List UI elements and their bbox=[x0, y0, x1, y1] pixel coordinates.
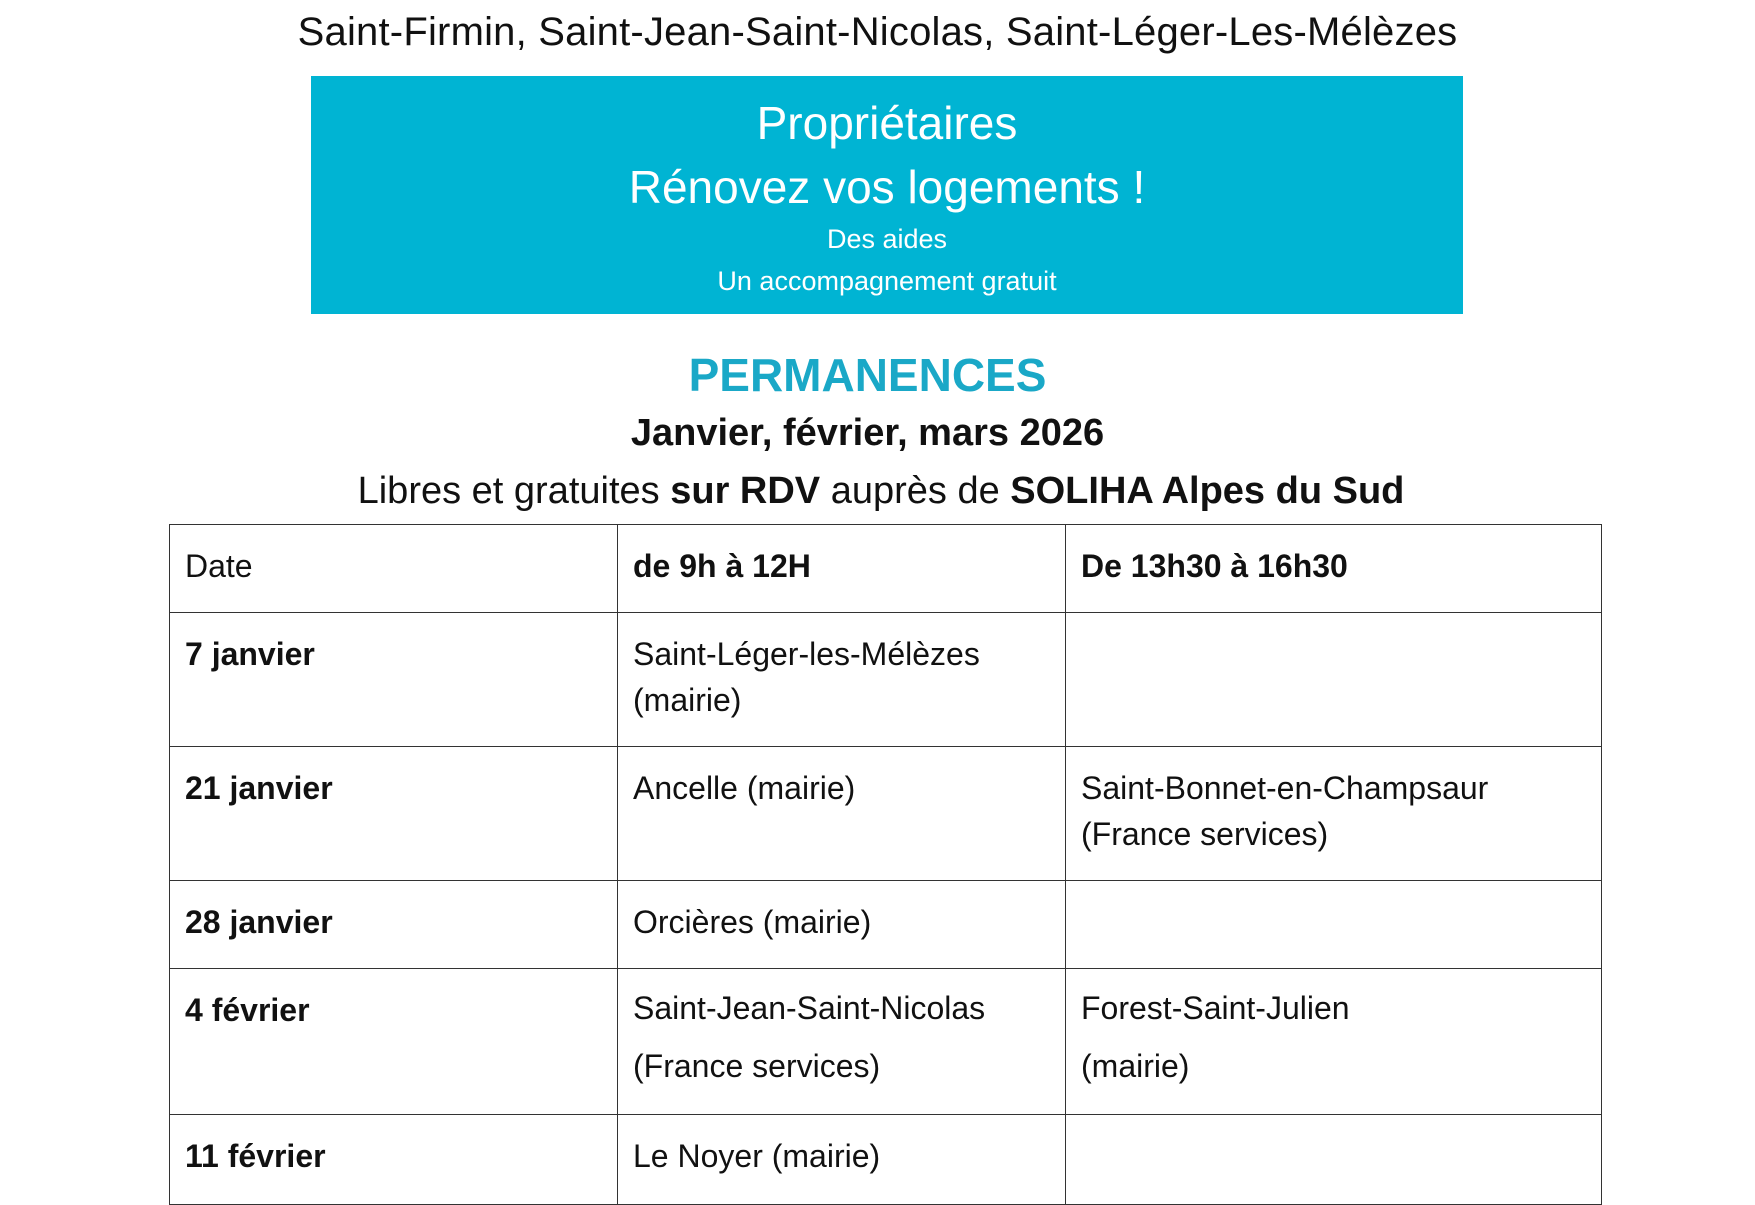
table-row bbox=[170, 969, 1602, 1115]
afternoon-place: Saint-Bonnet-en-Champsaur bbox=[1081, 770, 1489, 806]
morning-venue: (France services) bbox=[633, 1048, 881, 1084]
section-title: PERMANENCES bbox=[688, 349, 1047, 401]
afternoon-venue: (France services) bbox=[1081, 816, 1329, 852]
table-header-row bbox=[170, 525, 1602, 613]
row-date: 11 février bbox=[170, 1115, 618, 1205]
table-row bbox=[170, 881, 1602, 969]
rdv-bold-appointment: sur RDV bbox=[670, 470, 821, 512]
row-afternoon bbox=[1066, 613, 1602, 747]
row-date: 28 janvier bbox=[170, 881, 618, 969]
morning-place: Saint-Léger-les-Mélèzes bbox=[633, 636, 980, 672]
appointment-note bbox=[0, 470, 1755, 513]
header-morning: de 9h à 12H bbox=[618, 525, 1066, 613]
banner-aid-line: Des aides bbox=[826, 224, 948, 254]
row-afternoon bbox=[1066, 881, 1602, 969]
section-period: Janvier, février, mars 2026 bbox=[630, 412, 1105, 454]
afternoon-place: Forest-Saint-Julien bbox=[1081, 990, 1350, 1026]
table-row bbox=[170, 747, 1602, 881]
row-morning bbox=[618, 747, 1066, 881]
row-afternoon bbox=[1066, 969, 1602, 1115]
rdv-bold-organization: SOLIHA Alpes du Sud bbox=[1010, 470, 1405, 512]
communes-line: Saint-Firmin, Saint-Jean-Saint-Nicolas, Saint-Léger-Les-Mélèzes bbox=[297, 10, 1458, 54]
owners-banner bbox=[311, 76, 1463, 314]
row-morning bbox=[618, 881, 1066, 969]
morning-place: Ancelle (mairie) bbox=[633, 770, 856, 806]
header-afternoon: De 13h30 à 16h30 bbox=[1066, 525, 1602, 613]
morning-place: Le Noyer (mairie) bbox=[633, 1138, 881, 1174]
table-row bbox=[170, 613, 1602, 747]
banner-support-line: Un accompagnement gratuit bbox=[717, 266, 1057, 296]
morning-venue: (mairie) bbox=[633, 682, 742, 718]
banner-title: Propriétaires bbox=[756, 97, 1018, 149]
schedule-table bbox=[169, 524, 1602, 1205]
table-row bbox=[170, 1115, 1602, 1205]
afternoon-venue: (mairie) bbox=[1081, 1048, 1190, 1084]
row-morning bbox=[618, 1115, 1066, 1205]
row-afternoon bbox=[1066, 1115, 1602, 1205]
row-morning bbox=[618, 613, 1066, 747]
row-date: 21 janvier bbox=[170, 747, 618, 881]
banner-subtitle: Rénovez vos logements ! bbox=[628, 161, 1146, 213]
row-date: 4 février bbox=[170, 969, 618, 1115]
row-morning bbox=[618, 969, 1066, 1115]
row-afternoon bbox=[1066, 747, 1602, 881]
rdv-prefix: Libres et gratuites bbox=[357, 470, 671, 512]
header-date: Date bbox=[170, 525, 618, 613]
morning-place: Saint-Jean-Saint-Nicolas bbox=[633, 990, 986, 1026]
row-date: 7 janvier bbox=[170, 613, 618, 747]
morning-place: Orcières (mairie) bbox=[633, 904, 872, 940]
rdv-middle: auprès de bbox=[820, 470, 1011, 512]
